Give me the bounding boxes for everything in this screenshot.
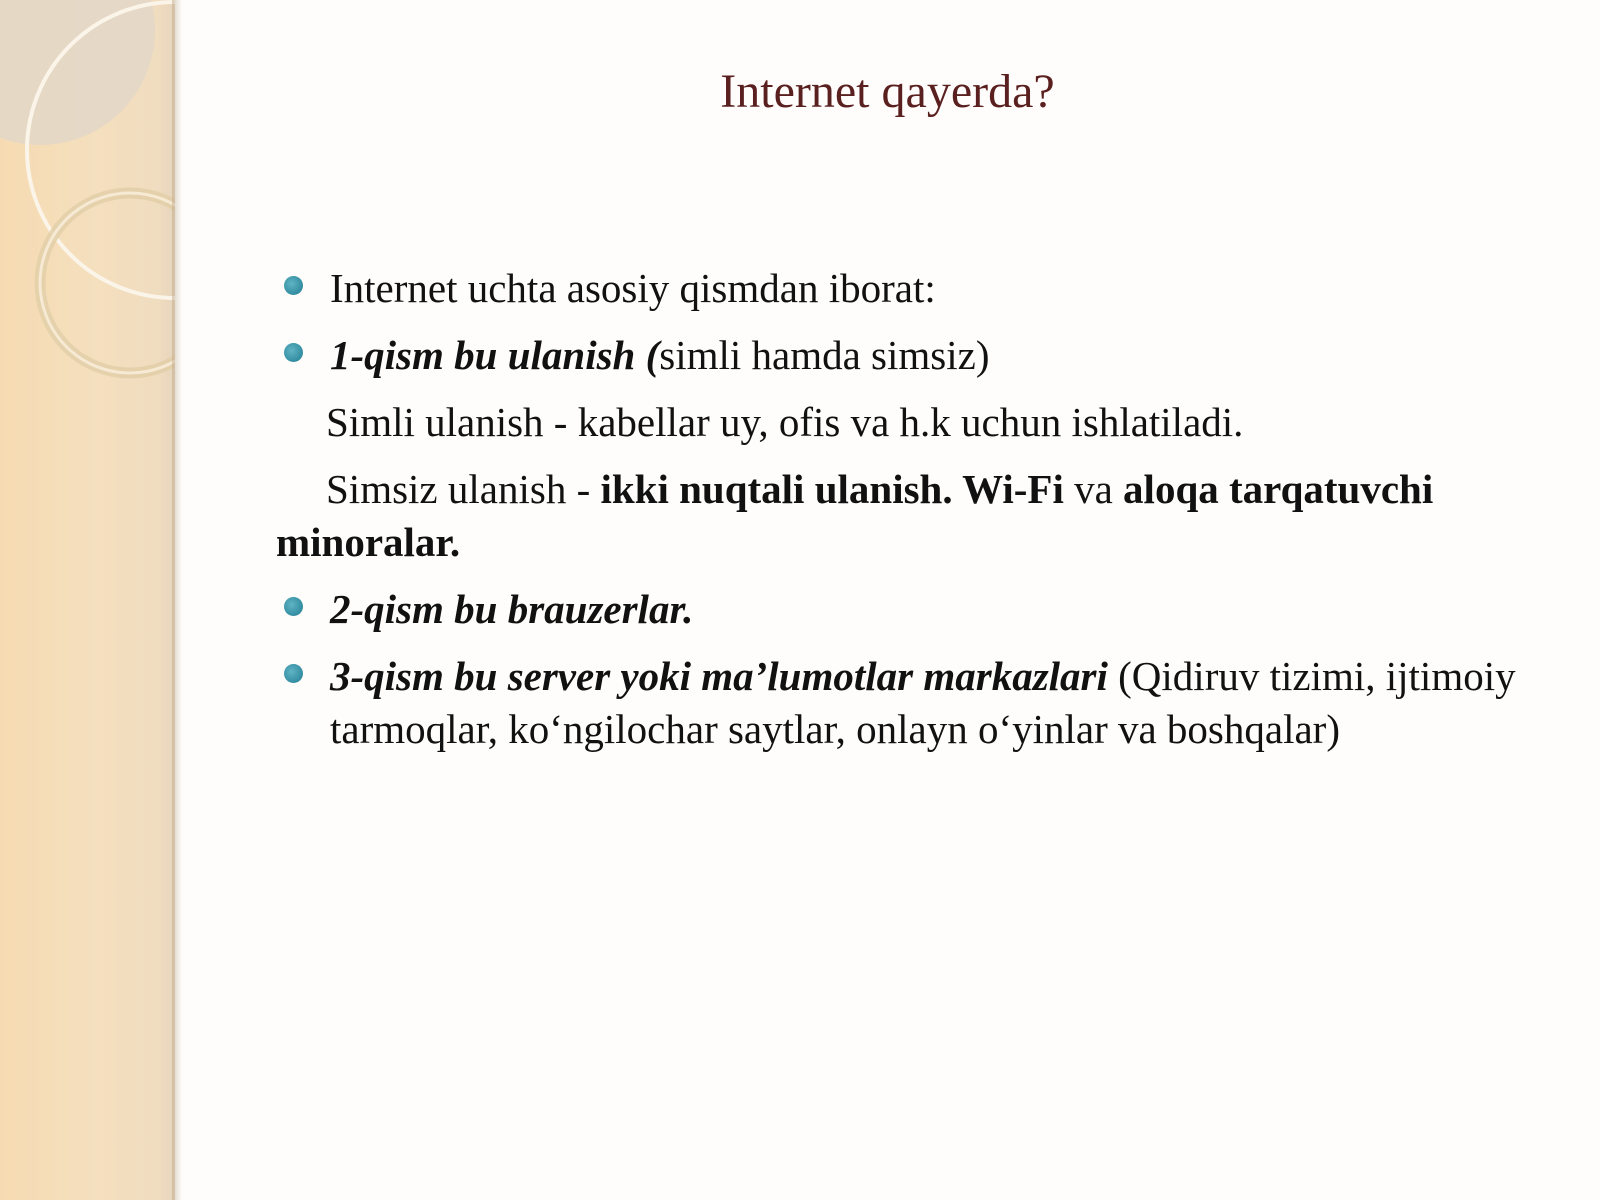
wired-text: Simli ulanish - kabellar uy, ofis va h.k uchun ishlatiladi. [326,399,1244,445]
wireless-bold-2: aloqa tarqatuvchi minoralar. [276,466,1434,565]
part3-detail: (Qidiruv tizimi, ijtimoiy tarmoqlar, ko‘ngilochar saytlar, onlayn o‘yinlar va boshqalar) [330,653,1516,752]
bullet-dot-icon [284,276,303,295]
wireless-connection-line [276,463,1532,569]
bullet-dot-icon [284,664,303,683]
wired-connection-line [282,396,1532,449]
decorative-sidebar [0,0,175,1200]
part1-detail: simli hamda simsiz) [659,332,990,378]
slide-title: Internet qayerda? [720,65,1055,118]
bullet-dot-icon [284,597,303,616]
decorative-circles-graphic [0,0,175,400]
bullet-dot-icon [284,343,303,362]
bullet-part3 [282,650,1532,756]
part2-heading: 2-qism bu brauzerlar. [330,586,694,632]
sidebar-edge-shadow [172,0,182,1200]
bullet-intro [282,262,1532,315]
part3-heading: 3-qism bu server yoki ma’lumotlar markazlari [330,653,1108,699]
bullet-part2 [282,583,1532,636]
wireless-bold-1: ikki nuqtali ulanish. Wi-Fi [600,466,1064,512]
bullet-part1 [282,329,1532,382]
slide-content [276,262,1532,770]
part1-heading: 1-qism bu ulanish ( [330,332,660,378]
wireless-prefix: Simsiz ulanish - [326,466,601,512]
wireless-mid: va [1063,466,1124,512]
intro-text: Internet uchta asosiy qismdan iborat: [330,265,936,311]
